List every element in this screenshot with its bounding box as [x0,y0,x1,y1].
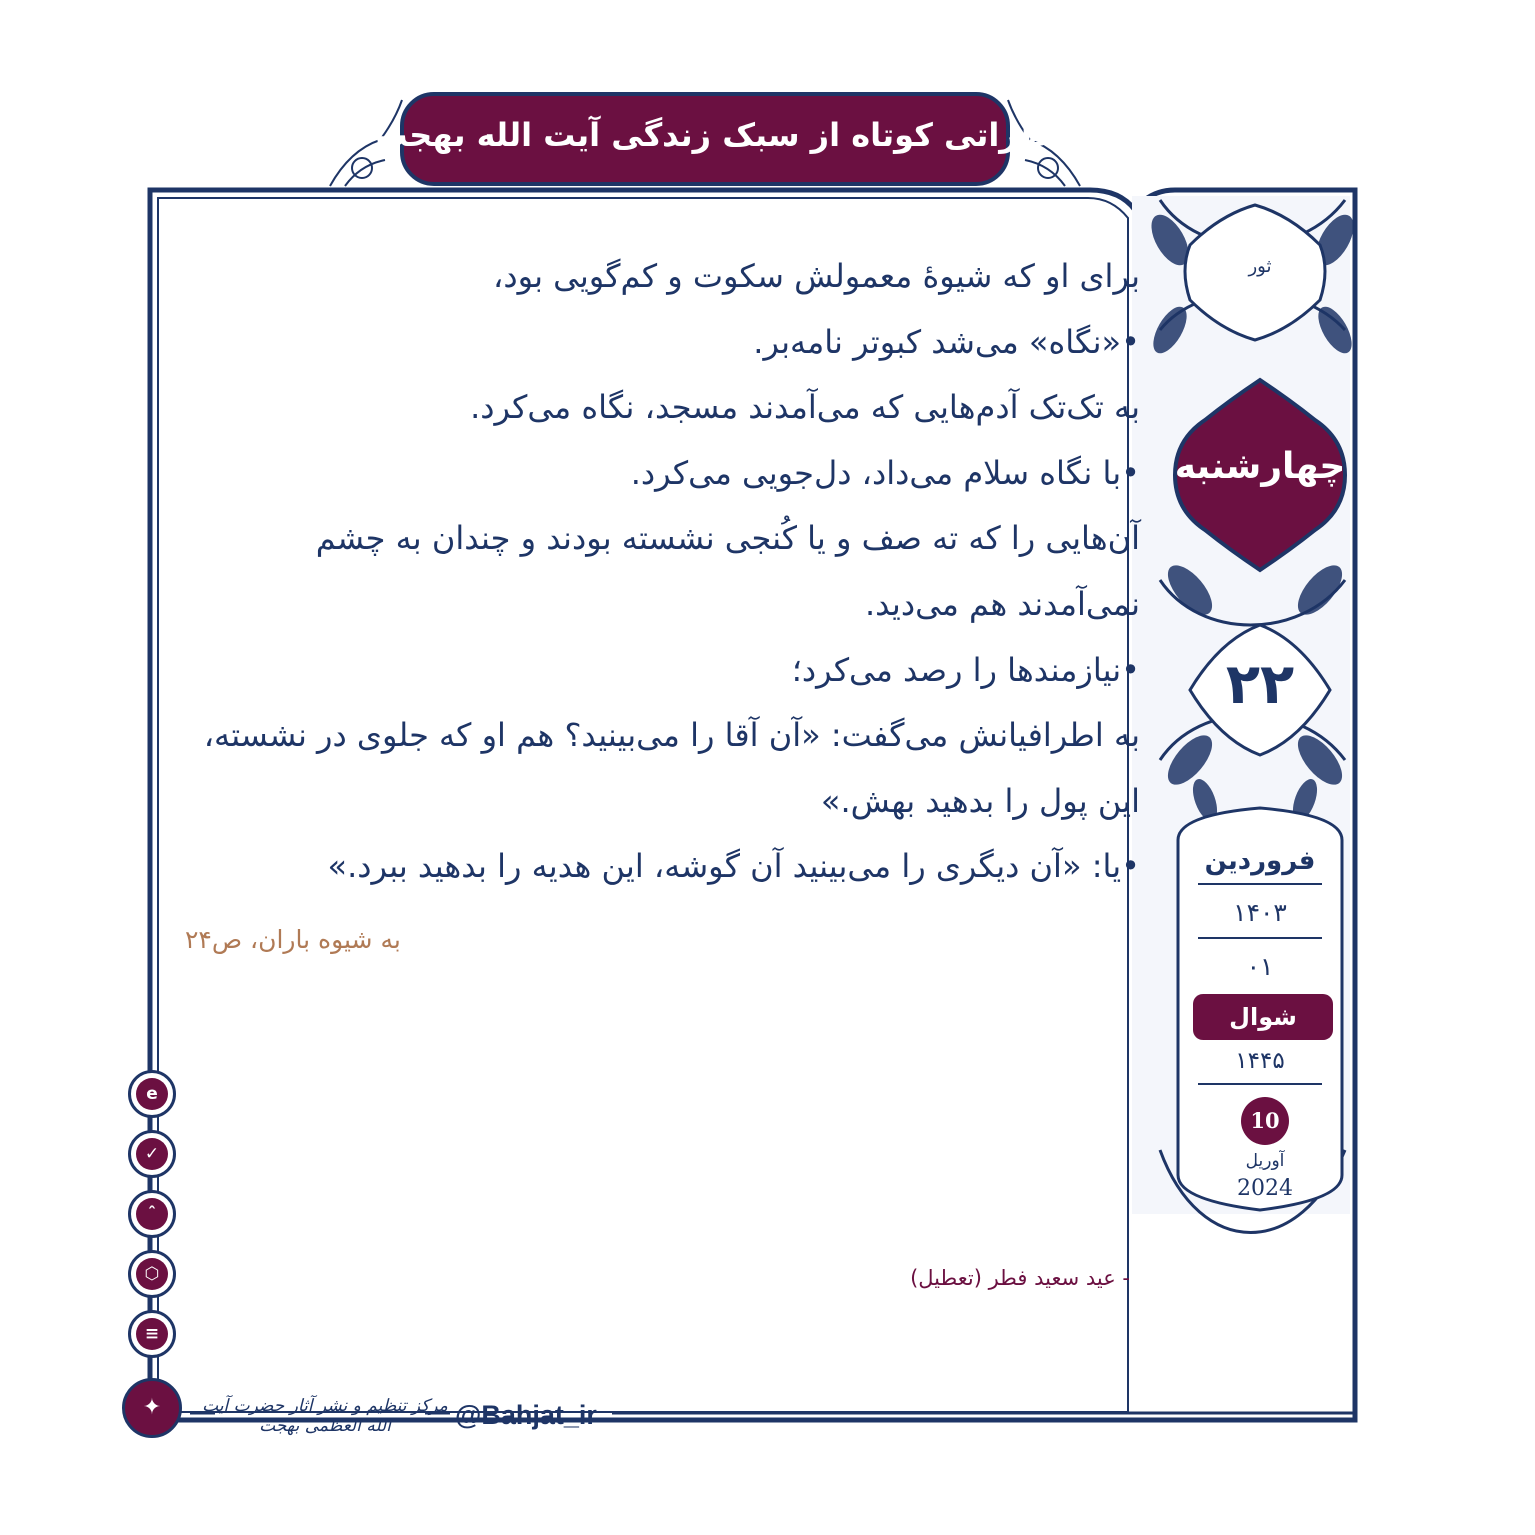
header-banner [325,92,1085,186]
weekday-label: چهارشنبه [1174,446,1346,487]
footer-handle[interactable]: @Bahjat_ir [455,1400,597,1430]
story-text [185,244,1140,900]
hijri-day: ۰۱ [1246,952,1274,981]
gregorian-year: 2024 [1237,1176,1293,1201]
hijri-month-badge: شوال [1193,994,1333,1040]
footer-org-signature: مرکز تنظیم و نشر آثار حضرت آیت الله العظمی بهجت [202,1396,448,1436]
igap-icon[interactable]: ≡ [128,1310,176,1358]
holiday-note: - عید سعید فطر (تعطیل) [910,1266,1130,1290]
story-line: •با نگاه سلام می‌داد، دل‌جویی می‌کرد. [630,453,1140,492]
eitaa-icon[interactable]: e [128,1070,176,1118]
gregorian-day-badge: 10 [1241,1097,1289,1145]
story-line: آن‌هایی را که ته صف و یا کُنجی نشسته بودند و چندان به چشم نمی‌آمدند هم می‌دید. [315,519,1140,623]
soroush-icon[interactable]: ˆ [128,1190,176,1238]
source-citation: به شیوه باران، ص۲۴ [185,925,401,954]
story-line: به تک‌تک آدم‌هایی که می‌آمدند مسجد، نگاه می‌کرد. [470,388,1140,427]
day-number: ۲۲ [1225,652,1295,717]
story-line: به اطرافیانش می‌گفت: «آن آقا را می‌بینید؟ هم او که جلوی در نشسته، این پول را بدهید بهش.» [203,716,1140,820]
story-line: برای او که شیوهٔ معمولش سکوت و کم‌گویی بود، [492,257,1140,295]
bale-icon[interactable]: ✓ [128,1130,176,1178]
rubika-icon[interactable]: ⬡ [128,1250,176,1298]
header-title: خاطراتی کوتاه از سبک زندگی آیت الله بهجت ﷺ [325,116,1085,154]
zodiac-label: ثور [1248,256,1272,277]
solar-year: ۱۴۰۳ [1233,898,1287,927]
story-line: •یا: «آن دیگری را می‌بینید آن گوشه، این هدیه را بدهید ببرد.» [327,847,1140,886]
hijri-year: ۱۴۴۵ [1235,1048,1285,1074]
story-line: •نیازمندها را رصد می‌کرد؛ [791,650,1140,689]
story-line: •«نگاه» می‌شد کبوتر نامه‌بر. [753,322,1140,361]
gregorian-month: آوریل [1245,1151,1285,1171]
solar-month: فروردین [1204,846,1316,876]
bahjat-logo-icon: ✦ [122,1378,182,1438]
